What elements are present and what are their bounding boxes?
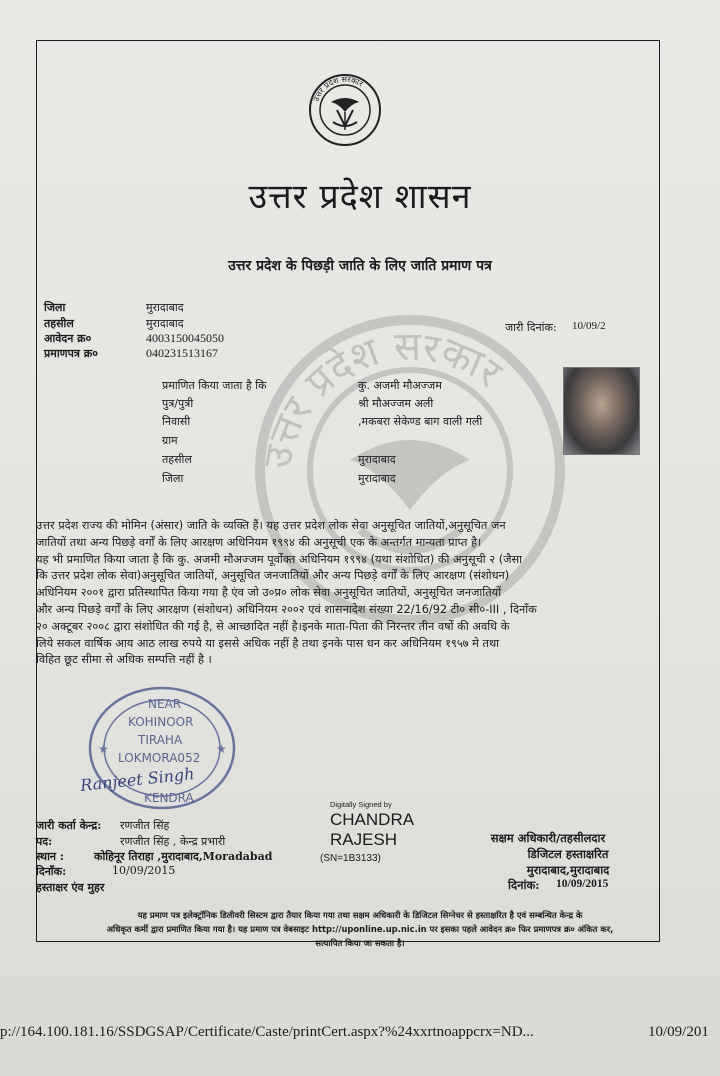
signature-seal-label: हस्ताक्षर एंव मुहर	[36, 881, 105, 894]
body-line: विहित छूट सीमा से अधिक सम्पत्ति नहीं है ।	[36, 653, 212, 667]
person-district-label: जिला	[162, 472, 184, 485]
handwritten-signature: Ranjeet Singh	[79, 764, 196, 795]
applicant-photo	[563, 367, 640, 455]
svg-text:★: ★	[98, 742, 109, 756]
issuing-center-label: जारी कर्ता केन्द्र:	[36, 819, 102, 832]
page-title: उत्तर प्रदेश शासन	[248, 177, 472, 217]
watermark-text: उत्तर प्रदेश सरकार	[254, 323, 510, 472]
tehsil-label: तहसील	[44, 317, 74, 330]
up-government-emblem	[307, 72, 383, 148]
authority-signed: डिजिटल हस्ताक्षरित	[527, 847, 609, 861]
authority-place: मुरादाबाद,मुरादाबाद	[526, 863, 610, 877]
stamp-line: KENDRA	[144, 791, 194, 805]
parent-label: पुत्र/पुत्री	[162, 397, 194, 410]
issue-date-value-bottom: 10/09/2015	[112, 864, 176, 877]
issue-date-value: 10/09/2	[572, 320, 606, 332]
digital-signer-first: CHANDRA	[330, 810, 415, 829]
body-line: और अन्य पिछड़े वर्गों के लिए आरक्षण (संशोधन) अधिनियम २००२ एवं शासनादेश संख्या 22/16/92 टी० सी०-III , दिनाँक	[36, 602, 537, 616]
verification-note	[0, 908, 720, 950]
stamp-line: TIRAHA	[138, 733, 183, 747]
digital-sign-caption: Digitally Signed by	[330, 800, 392, 809]
body-line: जातियों तथा अन्य पिछड़े वर्गों के लिए आरक्षण अधिनियम १९९४ की अनुसूची एक के अन्तर्गत मान्यता प्राप्त है।	[36, 535, 482, 549]
district-value: मुरादाबाद	[146, 301, 184, 314]
village-label: ग्राम	[162, 434, 178, 447]
certificate-number-label: प्रमाणपत्र क्र०	[44, 347, 98, 360]
stamp-line: LOKMORA052	[118, 751, 201, 765]
svg-text:★: ★	[216, 742, 227, 756]
certificate-subtitle: उत्तर प्रदेश के पिछड़ी जाति के लिए जाति प्रमाण पत्र	[228, 258, 492, 274]
body-line: कि उत्तर प्रदेश लोक सेवा)अनुसूचित जातियों, अनुसूचित जनजातियों और अन्य पिछड़े वर्गों के लिए आरक्षण (संशोधन)	[36, 569, 510, 583]
application-label: आवेदन क्र०	[44, 332, 92, 345]
certified-name: कु. अजमी मौअज्जम	[358, 379, 442, 392]
footer-line: सत्यापित किया जा सकता है।	[315, 938, 405, 948]
stamp-line: KOHINOOR	[128, 715, 194, 729]
person-tehsil-label: तहसील	[162, 453, 192, 466]
issue-date-label-bottom: दिनाँक:	[36, 865, 67, 878]
parent-name: श्री मौअज्जम अली	[358, 397, 434, 410]
person-district-value: मुरादाबाद	[358, 472, 396, 485]
post-value: रणजीत सिंह , केन्द्र प्रभारी	[120, 835, 226, 848]
body-line: लिये सकल वार्षिक आय आठ लाख रुपये या इससे अधिक नहीं है तथा इनके पास धन कर अधिनियम १९५७ मे तथा	[36, 636, 500, 650]
authority-date-value: 10/09/2015	[556, 878, 609, 890]
certified-label: प्रमाणित किया जाता है कि	[162, 379, 267, 392]
body-line: २० अक्टूबर २००८ द्वारा संशोधित की गई है, से आच्छादित नहीं है।इनके माता-पिता की निरन्तर तीन वर्षो की अवधि के	[36, 619, 510, 633]
signature-serial: (SN=1B3133)	[320, 853, 381, 864]
stamp-line: NEAR	[148, 697, 182, 711]
issue-date-label: जारी दिनांक:	[505, 321, 557, 334]
district-label: जिला	[44, 301, 66, 314]
body-line: अधिनियम २००१ द्वारा प्रतिस्थापित किया गया है एंव जो उ०प्र० लोक सेवा अनुसूचित जातियों, अनुसूचित जनजातियों	[36, 586, 502, 600]
person-tehsil-value: मुरादाबाद	[358, 453, 396, 466]
certificate-number: 040231513167	[146, 346, 218, 360]
place-value: कोहिनूर तिराहा ,मुरादाबाद,Moradabad	[94, 850, 273, 863]
footer-line: अधिकृत कर्मी द्वारा प्रमाणित किया गया है। यह प्रमाण पत्र वेबसाइट http://uponline.up.nic.in पर इसका पहले आवेदन क्र० फिर प्रमाणपत्र क्र० अंकित कर,	[106, 924, 614, 934]
print-date: 10/09/201	[648, 1024, 709, 1040]
certificate-body	[36, 518, 670, 669]
place-label: स्थान :	[36, 850, 64, 863]
application-number: 4003150045050	[146, 331, 224, 345]
issuing-center-value: रणजीत सिंह	[120, 819, 170, 832]
authority-title: सक्षम अधिकारी/तहसीलदार	[490, 831, 606, 845]
print-url-footer	[0, 1024, 720, 1041]
body-line: यह भी प्रमाणित किया जाता है कि कु. अजमी मौअज्जम पूर्वोक्त अधिनियम १९९४ (यथा संशोधित) की अनुसूची २ (जैसा	[36, 552, 523, 566]
tehsil-value: मुरादाबाद	[146, 317, 184, 330]
resident-label: निवासी	[162, 415, 191, 428]
authority-date-label: दिनांक:	[508, 878, 540, 892]
post-label: पद:	[36, 835, 53, 848]
digital-signer-last: RAJESH	[330, 830, 398, 849]
resident-address: ,मकबरा सेकेण्ड बाग वाली गली	[358, 415, 483, 428]
print-url: p://164.100.181.16/SSDGSAP/Certificate/Caste/printCert.aspx?%24xxrtnoappcrx=ND...	[0, 1024, 534, 1040]
footer-line: यह प्रमाण पत्र इलेक्ट्रॉनिक डिलीवरी सिस्टम द्वारा तैयार किया गया तथा सक्षम अधिकारी के डिजिटल सिग्नेचर से हस्ताक्षरित है एवं सम्बन्धित केन्द्र के	[137, 910, 583, 920]
body-line: उत्तर प्रदेश राज्य की मोमिन (अंसार) जाति के व्यक्ति हैं। यह उत्तर प्रदेश लोक सेवा अनुसूचित जातियों,अनुसूचित जन	[36, 519, 506, 532]
emblem-text: उत्तर प्रदेश सरकार	[311, 74, 365, 103]
